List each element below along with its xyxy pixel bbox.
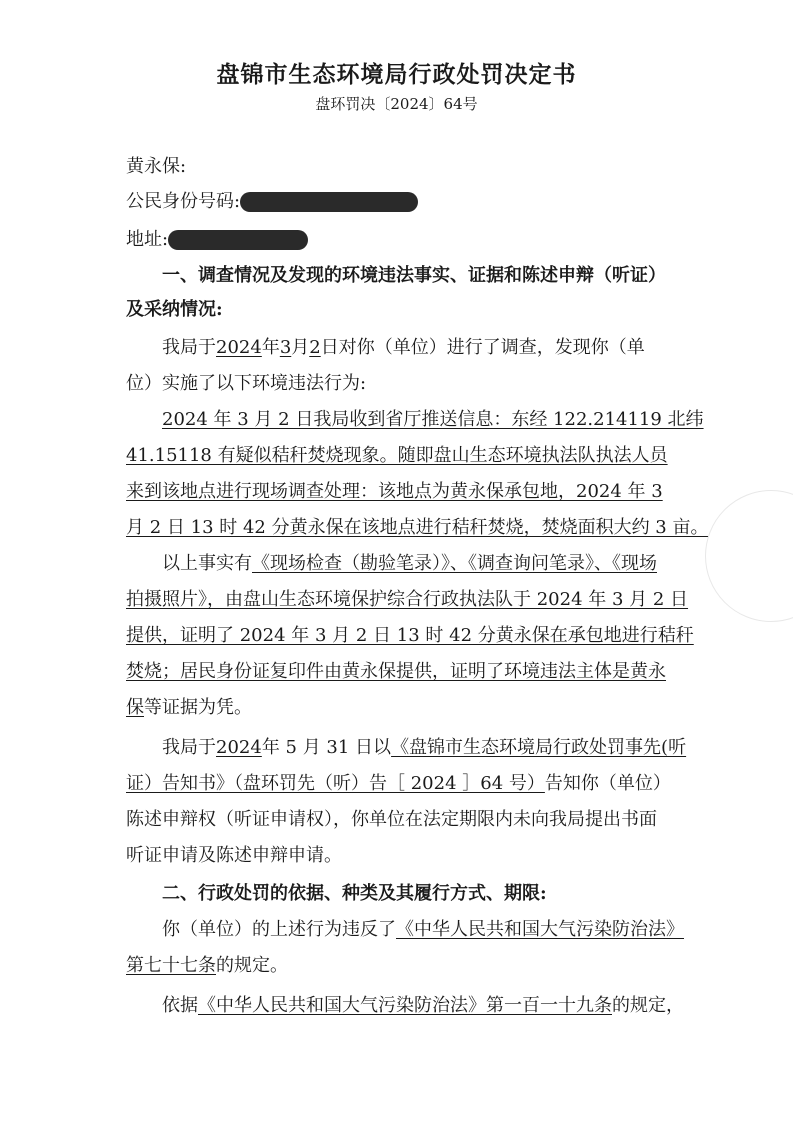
faint-seal-mark [705, 490, 793, 622]
id-number-label: 公民身份号码: [126, 191, 241, 212]
address-label: 地址: [126, 229, 169, 250]
evidence-line3: 提供，证明了 2024 年 3 月 2 日 13 时 42 分黄永保在承包地进行秸秆 [126, 625, 694, 646]
document-title: 盘锦市生态环境局行政处罚决定书 [216, 61, 577, 88]
id-number-redaction [240, 192, 418, 212]
section2-heading: 二、行政处罚的依据、种类及其履行方式、期限: [162, 883, 547, 904]
id-number-line [126, 187, 418, 213]
evidence-line2: 拍摄照片》，由盘山生态环境保护综合行政执法队于 2024 年 3 月 2 日 [126, 589, 689, 610]
evidence-line1: 以上事实有《现场检查（勘验笔录）》、《调查询问笔录》、《现场 [162, 553, 657, 574]
section1-heading-line1: 一、调查情况及发现的环境违法事实、证据和陈述申辩（听证） [162, 265, 666, 286]
notice-line2: 证）告知书》（盘环罚先（听）告［ 2024 ］64 号）告知你（单位） [126, 773, 671, 794]
investigation-line1: 我局于2024年3月2日对你（单位）进行了调查，发现你（单 [162, 337, 645, 358]
investigation-line2: 位）实施了以下环境违法行为: [126, 373, 367, 394]
evidence-line4: 焚烧；居民身份证复印件由黄永保提供，证明了环境违法主体是黄永 [126, 661, 666, 682]
notice-line1: 我局于2024年 5 月 31 日以《盘锦市生态环境局行政处罚事先(听 [162, 737, 687, 758]
address-line [126, 225, 308, 251]
facts-line3: 来到该地点进行现场调查处理：该地点为黄永保承包地，2024 年 3 [126, 481, 663, 502]
document-number: 盘环罚决〔2024〕64号 [315, 95, 478, 113]
basis-line1: 依据《中华人民共和国大气污染防治法》第一百一十九条的规定， [162, 995, 684, 1016]
notice-line3: 陈述申辩权（听证申请权），你单位在法定期限内未向我局提出书面 [126, 809, 657, 830]
address-redaction [168, 230, 308, 250]
violation-line2: 第七十七条的规定。 [126, 955, 288, 976]
party-name: 黄永保: [126, 156, 187, 177]
violation-line1: 你（单位）的上述行为违反了《中华人民共和国大气污染防治法》 [162, 919, 684, 940]
facts-line1: 2024 年 3 月 2 日我局收到省厅推送信息：东经 122.214119 北纬 [162, 409, 704, 430]
facts-line4: 月 2 日 13 时 42 分黄永保在该地点进行秸秆焚烧，焚烧面积大约 3 亩。 [126, 517, 709, 538]
facts-line2: 41.15118 有疑似秸秆焚烧现象。随即盘山生态环境执法队执法人员 [126, 445, 668, 466]
notice-line4: 听证申请及陈述申辩申请。 [126, 845, 342, 866]
evidence-line5: 保等证据为凭。 [126, 697, 252, 718]
section1-heading-line2: 及采纳情况: [126, 299, 223, 320]
